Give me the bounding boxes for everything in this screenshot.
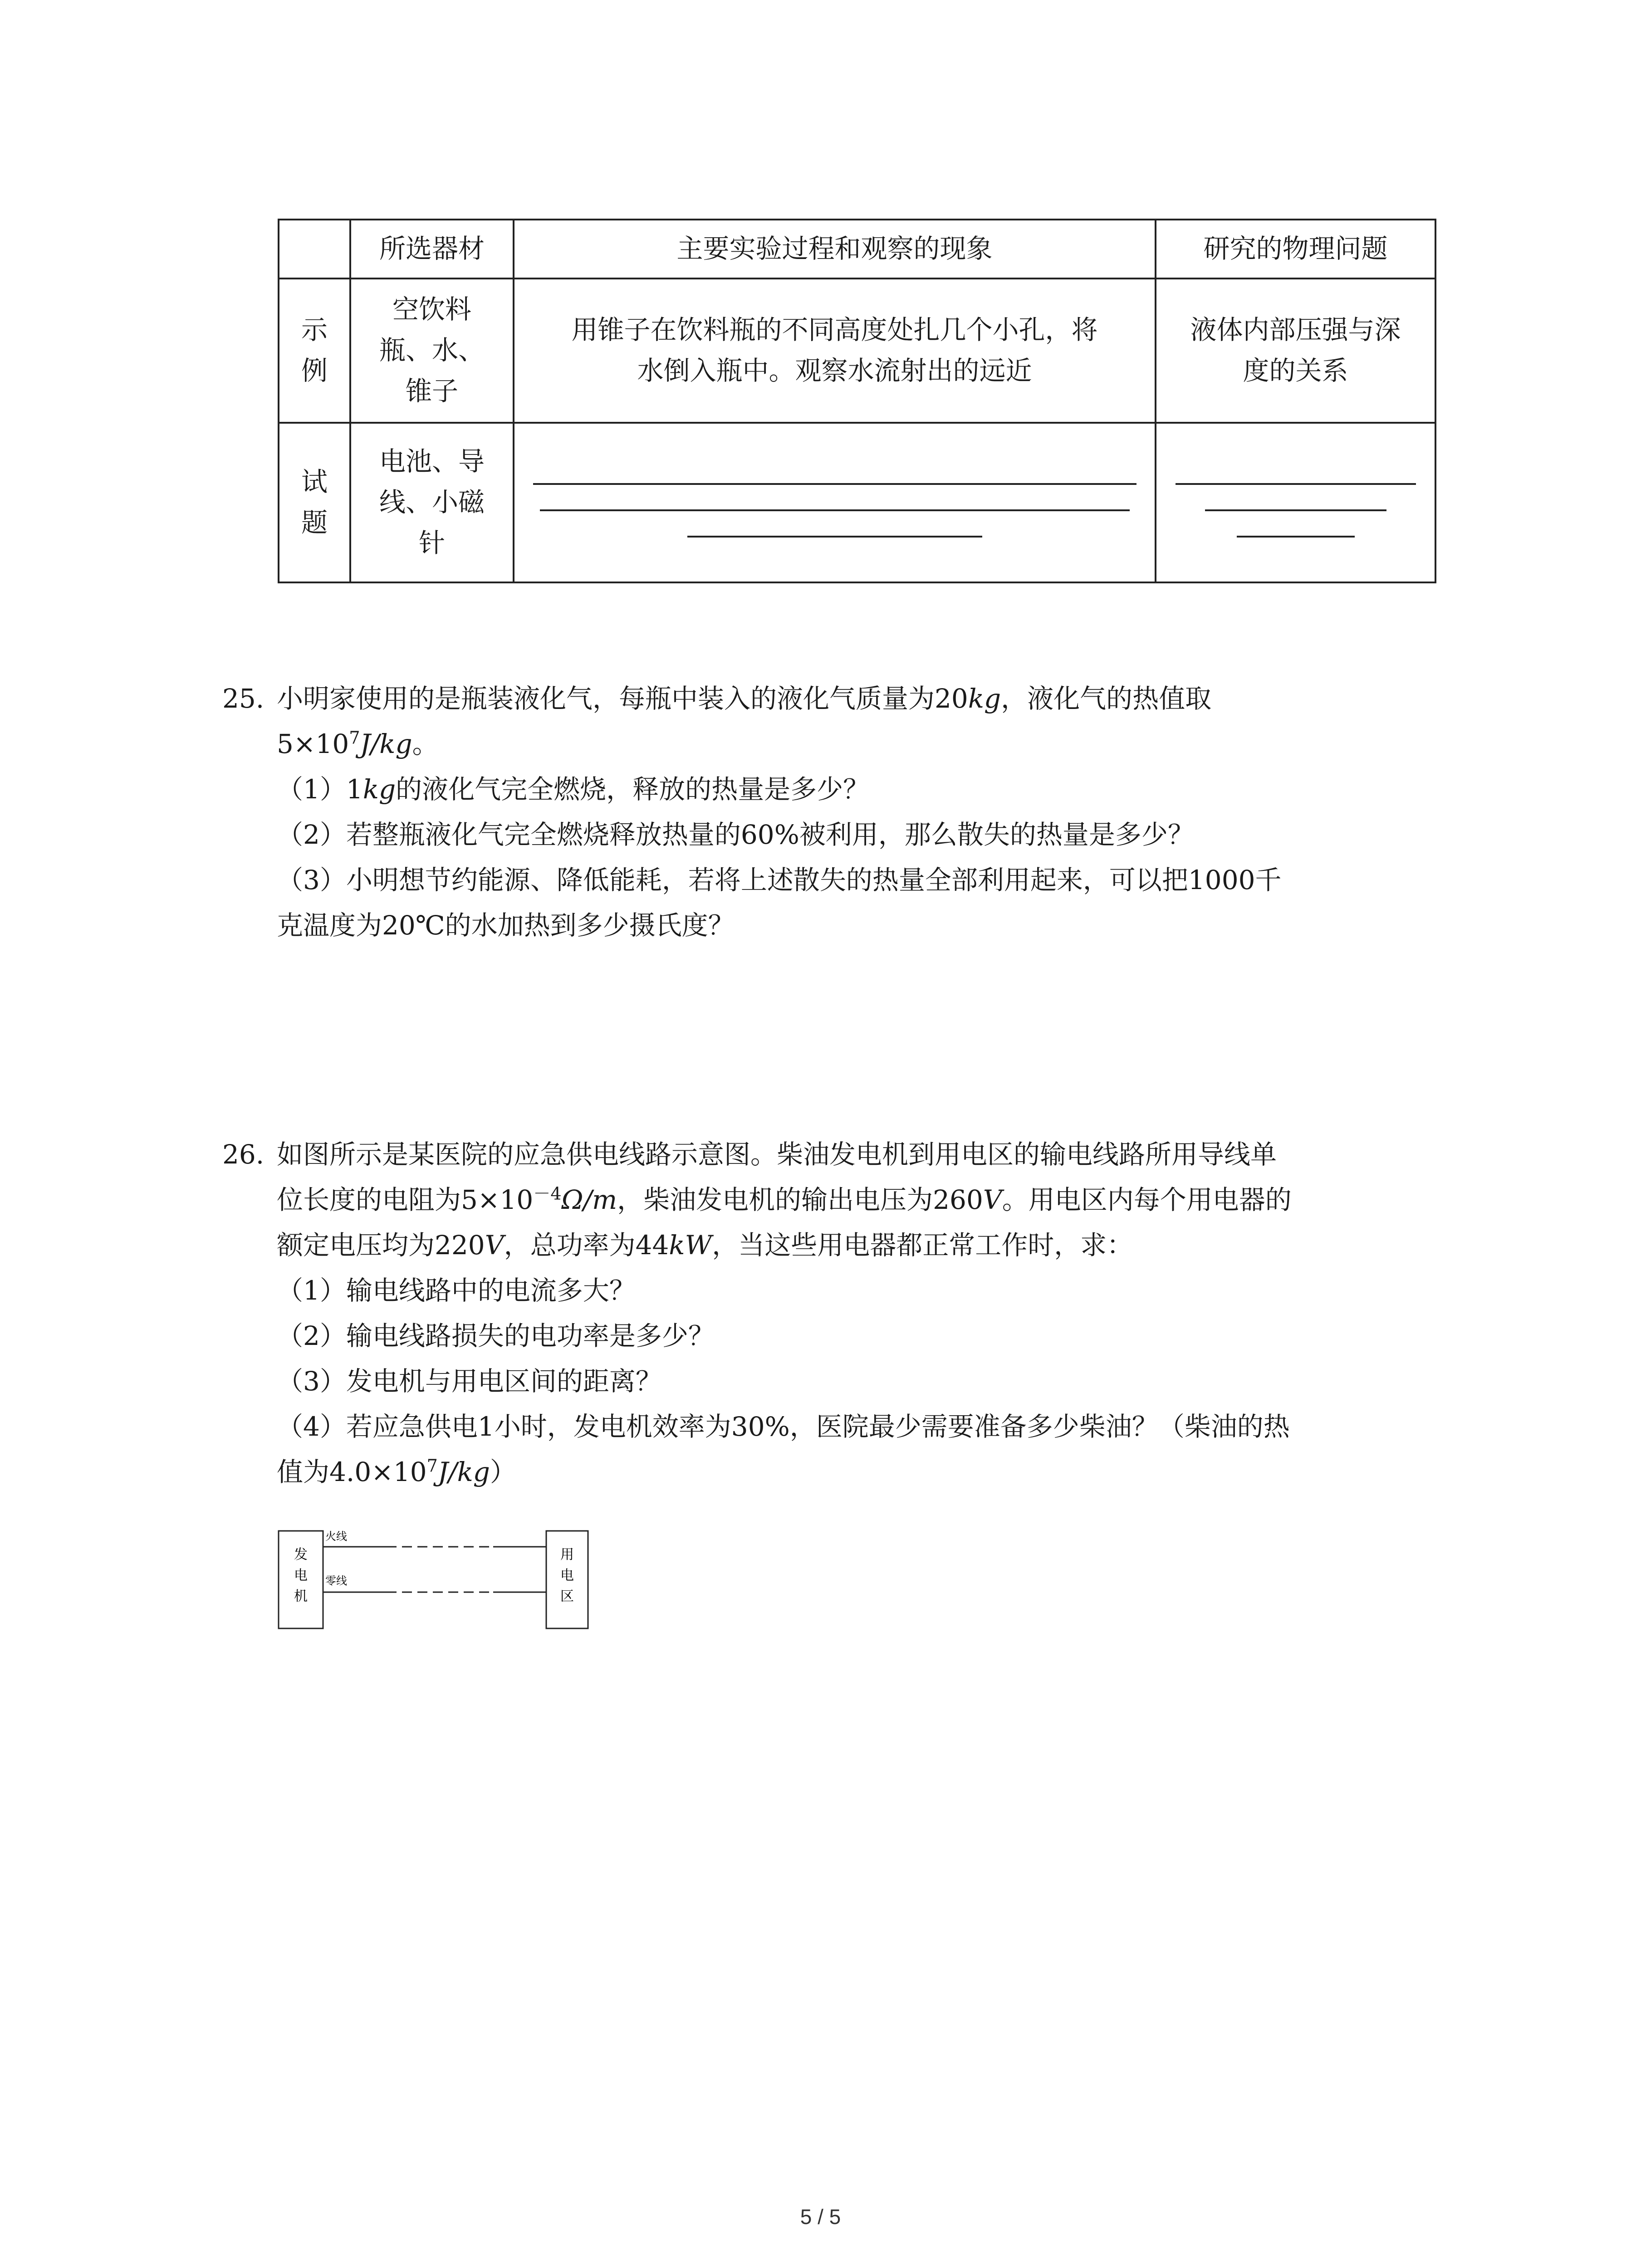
power-line-diagram bbox=[278, 1522, 591, 1631]
answer-blank[interactable] bbox=[1176, 481, 1416, 485]
example-materials: 空饮料 瓶、水、 锥子 bbox=[350, 279, 514, 423]
load-label-2: 电 bbox=[560, 1568, 574, 1583]
q26-number: 26. bbox=[222, 1139, 265, 1170]
answer-blank[interactable] bbox=[1205, 508, 1386, 511]
q25-sub2: （2）若整瓶液化气完全燃烧释放热量的60%被利用，那么散失的热量是多少？ bbox=[277, 819, 1194, 850]
generator-label-2: 电 bbox=[294, 1568, 308, 1583]
answer-blank[interactable] bbox=[540, 508, 1130, 511]
live-wire-label: 火线 bbox=[325, 1530, 347, 1543]
q25-sub1: （1）1kg的液化气完全燃烧，释放的热量是多少？ bbox=[277, 774, 870, 805]
q26-sub4-line1: （4）若应急供电1小时，发电机效率为30%，医院最少需要准备多少柴油？（柴油的热 bbox=[277, 1411, 1290, 1442]
q26-sub4-line2: 值为$4.0\times 10^7J/kg$） bbox=[277, 1456, 516, 1487]
q25-stem-line2: $5\times 10^7J/kg$。 bbox=[277, 728, 439, 759]
q26-stem-line1: 26. 如图所示是某医院的应急供电线路示意图。柴油发电机到用电区的输电线路所用导线单 bbox=[222, 1132, 1447, 1177]
q26-stem-line2: 位长度的电阻为$5\times 10^{-4}\Omega/m$，柴油发电机的输出电压为260V。用电区内每个用电器的 bbox=[277, 1183, 1292, 1215]
test-label: 试 题 bbox=[279, 423, 350, 582]
answer-blank[interactable] bbox=[533, 481, 1136, 485]
table-row-test bbox=[279, 423, 1435, 582]
table-header-blank bbox=[279, 220, 350, 279]
test-problem-answer[interactable] bbox=[1156, 423, 1435, 582]
q26-sub1: （1）输电线路中的电流多大？ bbox=[277, 1275, 636, 1306]
generator-label-1: 发 bbox=[294, 1547, 308, 1562]
answer-blank[interactable] bbox=[1237, 534, 1355, 538]
answer-blank[interactable] bbox=[687, 534, 982, 538]
q25-sub3-line1: （3）小明想节约能源、降低能耗，若将上述散失的热量全部利用起来，可以把1000千 bbox=[277, 865, 1282, 895]
q25-sub3-line2: 克温度为20℃的水加热到多少摄氏度？ bbox=[277, 910, 735, 941]
q26-stem-line3: 额定电压均为220V，总功率为44kW，当这些用电器都正常工作时，求： bbox=[277, 1230, 1133, 1261]
q25-stem-line1: 25. 小明家使用的是瓶装液化气，每瓶中装入的液化气质量为20kg，液化气的热值取 bbox=[222, 676, 1447, 721]
question-26 bbox=[222, 1132, 1447, 1495]
table-header-process: 主要实验过程和观察的现象 bbox=[514, 220, 1156, 279]
table-header-problem: 研究的物理问题 bbox=[1156, 220, 1435, 279]
table-row-example bbox=[279, 279, 1435, 423]
table-header-materials: 所选器材 bbox=[350, 220, 514, 279]
example-process: 用锥子在饮料瓶的不同高度处扎几个小孔，将 水倒入瓶中。观察水流射出的远近 bbox=[514, 279, 1156, 423]
page-number: 5 / 5 bbox=[800, 2205, 841, 2229]
test-process-answer[interactable] bbox=[514, 423, 1156, 582]
load-label-3: 区 bbox=[560, 1589, 574, 1604]
generator-label-3: 机 bbox=[294, 1589, 308, 1604]
example-problem: 液体内部压强与深 度的关系 bbox=[1156, 279, 1435, 423]
table-header-row bbox=[279, 220, 1435, 279]
q26-sub3: （3）发电机与用电区间的距离？ bbox=[277, 1366, 662, 1397]
q26-sub2: （2）输电线路损失的电功率是多少？ bbox=[277, 1320, 715, 1351]
example-label: 示 例 bbox=[279, 279, 350, 423]
q25-number: 25. bbox=[222, 683, 265, 714]
test-materials: 电池、导 线、小磁 针 bbox=[350, 423, 514, 582]
neutral-wire-label: 零线 bbox=[325, 1575, 347, 1587]
load-label-1: 用 bbox=[560, 1547, 574, 1562]
experiment-table bbox=[278, 219, 1436, 583]
question-25 bbox=[222, 676, 1447, 948]
